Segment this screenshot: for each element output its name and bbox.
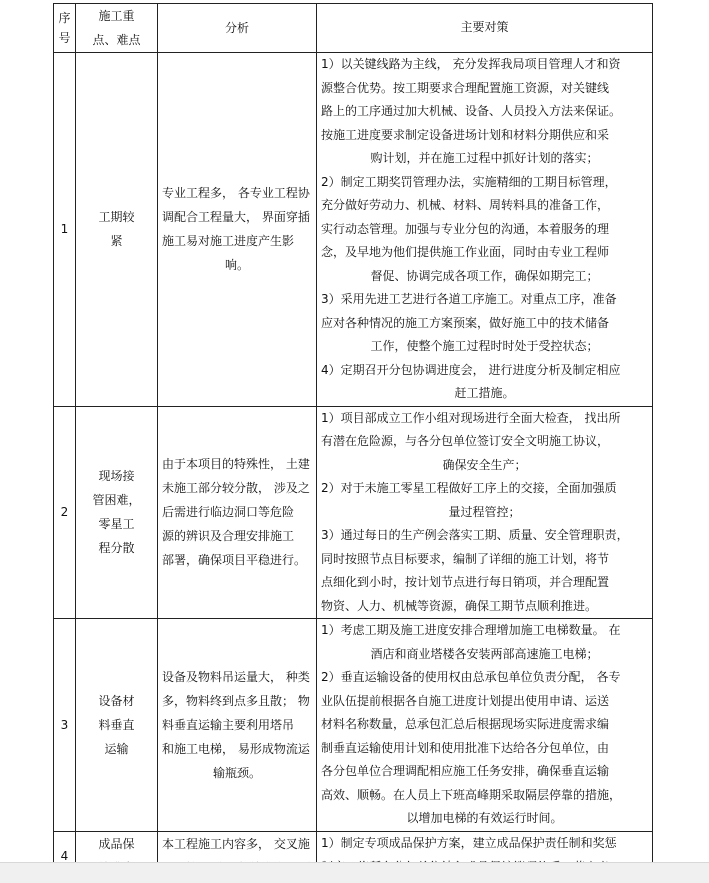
- analysis-cell: 专业工程多， 各专业工程协 调配合工程量大， 界面穿插 施工易对施工进度产生影 响。: [158, 53, 317, 407]
- table-row: [54, 406, 653, 619]
- key-point-cell: 设备材 料垂直 运输: [76, 619, 158, 832]
- analysis-cell: 设备及物料吊运量大， 种类 多，物料终到点多且散； 物 料垂直运输主要利用塔吊 和施工电梯， 易形成物流运 输瓶颈。: [158, 619, 317, 832]
- header-analysis: 分析: [158, 4, 317, 53]
- key-point-cell: 工期较 紧: [76, 53, 158, 407]
- header-seq: 序 号: [54, 4, 76, 53]
- viewer-bottom-bar: [0, 862, 709, 883]
- key-point-cell: 现场接 管困难， 零星工 程分散: [76, 406, 158, 619]
- row-number: 2: [54, 406, 76, 619]
- analysis-cell: 由于本项目的特殊性， 土建 未施工部分较分散， 涉及之 后需进行临边洞口等危险 源的辨识及合理安排施工 部署，确保项目平稳进行。: [158, 406, 317, 619]
- key-point-cell: 成品保: [76, 831, 158, 880]
- row-number: 3: [54, 619, 76, 832]
- measures-cell: 1）项目部成立工作小组对现场进行全面大检查， 找出所 有潜在危险源，与各分包单位签订安全文明施工协议， 确保安全生产； 2）对于未施工零星工程做好工序上的交接，全面加强质 量过程管控； 3）通过每日的生产例会落实工期、质量、安全管理职责， 同时按照节点目标要求，编制了详细的施工计划，将节 点细化到小时，按计划节点进行每日销项，并合理配置 物资、人力、机械等资源，确保工期节点顺利推进。: [317, 406, 653, 619]
- table-row: [54, 53, 653, 407]
- measures-cell: 1）以关键线路为主线， 充分发挥我局项目管理人才和资 源整合优势。按工期要求合理配置施工资源，对关键线 路上的工序通过加大机械、设备、人员投入方法来保证。 按施工进度要求制定设备进场计划和材料分期供应和采 购计划，并在施工过程中抓好计划的落实； 2）制定工期奖罚管理办法，实施精细的工期目标管理， 充分做好劳动力、机械、材料、周转料具的准备工作， 实行动态管理。加强与专业分包的沟通，本着服务的理 念，及早地为他们提供施工作业面，同时由专业工程师 督促、协调完成各项工作，确保如期完工； 3）采用先进工艺进行各道工序施工。对重点工序，准备 应对各种情况的施工方案预案，做好施工中的技术储备 工作，使整个施工过程时时处于受控状态； 4）定期召开分包协调进度会， 进行进度分析及制定相应 赶工措施。: [317, 53, 653, 407]
- analysis-cell: 本工程施工内容多， 交叉施: [158, 831, 317, 880]
- table-header-row: [54, 4, 653, 53]
- table-row: [54, 619, 653, 832]
- measures-cell: 1）考虑工期及施工进度安排合理增加施工电梯数量。 在 酒店和商业塔楼各安装两部高速施工电梯； 2）垂直运输设备的使用权由总承包单位负责分配， 各专 业队伍提前根据各自施工进度计划提出使用申请、运送 材料名称数量，总承包汇总后根据现场实际进度需求编 制垂直运输使用计划和使用批准下达给各分包单位，由 各分包单位合理调配相应施工任务安排，确保垂直运输 高效、顺畅。在人员上下班高峰期采取隔层停靠的措施， 以增加电梯的有效运行时间。: [317, 619, 653, 832]
- row-number: 1: [54, 53, 76, 407]
- measures-cell: 1）制定专项成品保护方案，建立成品保护责任制和奖惩: [317, 831, 653, 880]
- header-measures: 主要对策: [317, 4, 653, 53]
- row-number: 4: [54, 831, 76, 880]
- header-key-point: 施工重 点、难点: [76, 4, 158, 53]
- key-points-table: [53, 3, 653, 881]
